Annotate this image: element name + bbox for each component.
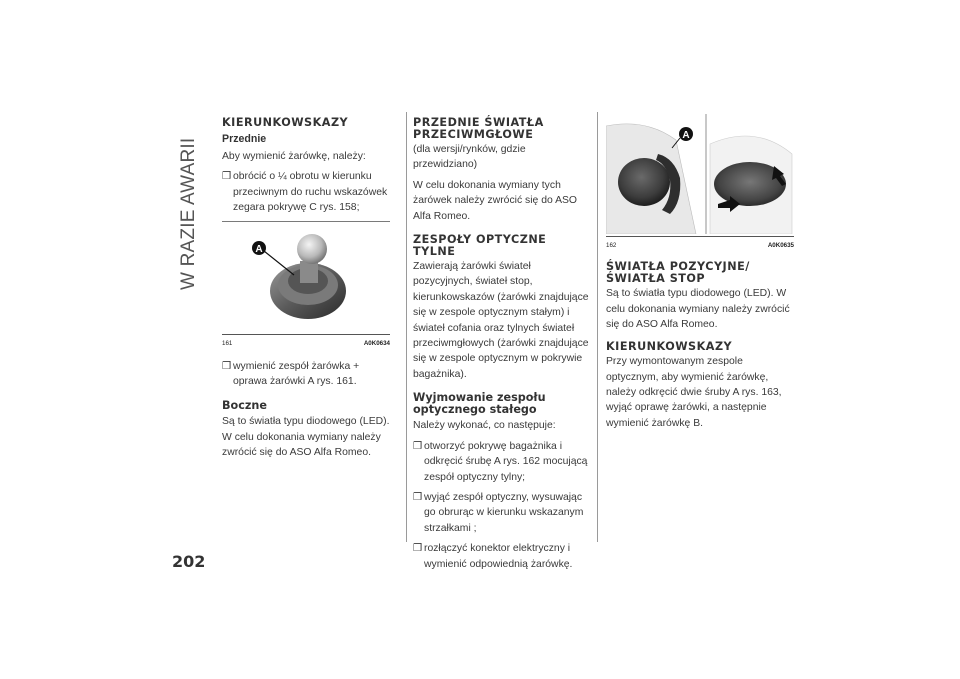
bullet-item xyxy=(413,490,591,536)
figure-162 xyxy=(606,114,794,234)
checkbox-bullet-icon: ❒ xyxy=(413,440,423,452)
figure-code: A0K0634 xyxy=(363,339,390,347)
paragraph-boczne: Są to światła typu diodowego (LED). W celu dokonania wymiany należy zwrócić się do ASO Alfa Romeo. xyxy=(222,416,390,459)
checkbox-bullet-icon: ❒ xyxy=(413,491,423,503)
bullet-item xyxy=(222,169,390,215)
bulb-holder-illustration xyxy=(222,225,390,331)
bullet-item xyxy=(413,439,591,485)
bullet-item xyxy=(413,541,591,572)
paragraph-fog-lights: W celu dokonania wymiany tych żarówek należy zwrócić się do ASO Alfa Romeo. xyxy=(413,179,578,222)
figure-caption-162 xyxy=(606,236,794,253)
figure-161 xyxy=(222,225,390,331)
subheading-przednie: Przednie xyxy=(222,132,267,145)
column-2 xyxy=(413,117,591,577)
bullet-text: wyjąć zespół optyczny, wysuwając go obrurąc w kierunku wskazanym strzałkami ; xyxy=(424,491,584,534)
bullet-item xyxy=(222,359,390,390)
paragraph-note: (dla wersji/rynków, gdzie przewidziano) xyxy=(413,144,526,171)
bullet-text: wymienić zespół żarówka + oprawa żarówki A rys. 161. xyxy=(233,360,360,388)
callout-a-label: A xyxy=(682,130,690,141)
checkbox-bullet-icon: ❒ xyxy=(222,171,232,183)
paragraph-led: Są to światła typu diodowego (LED). W celu dokonania wymiany należy zwrócić się do ASO Alfa Romeo. xyxy=(606,288,790,331)
column-1 xyxy=(222,117,390,465)
rear-light-illustration xyxy=(606,114,794,234)
column-divider-1 xyxy=(406,112,407,542)
heading-swiatla-pozycyjne-stop: ŚWIATŁA POZYCYJNE/ ŚWIATŁA STOP xyxy=(606,260,750,285)
heading-kierunkowskazy-tylne: KIERUNKOWSKAZY xyxy=(606,339,733,353)
section-side-title xyxy=(172,100,202,290)
bullet-text: otworzyć pokrywę bagażnika i odkręcić śrubę A rys. 162 mocującą zespół optyczny tylny; xyxy=(424,440,588,483)
heading-boczne: Boczne xyxy=(222,398,267,412)
figure-number: 161 xyxy=(222,339,233,347)
bullet-text: rozłączyć konektor elektryczny i wymienić odpowiednią żarówkę. xyxy=(424,543,573,570)
figure-code: A0K0635 xyxy=(767,242,794,249)
callout-a-label: A xyxy=(255,243,263,255)
heading-wyjmowanie: Wyjmowanie zespołu optycznego stałego xyxy=(413,391,546,416)
heading-przednie-swiatla-przeciwmglowe: PRZEDNIE ŚWIATŁA PRZECIWMGŁOWE xyxy=(413,116,544,141)
section-side-title-text: W RAZIE AWARII xyxy=(178,137,199,290)
column-divider-2 xyxy=(597,112,598,542)
figure-number: 162 xyxy=(606,242,617,249)
page-number: 202 xyxy=(172,552,206,571)
bullet-text: obrócić o ¼ obrotu w kierunku przeciwnym do ruchu wskazówek zegara pokrywę C rys. 158; xyxy=(233,171,388,214)
column-3 xyxy=(606,112,794,436)
paragraph-rear-units: Zawierają żarówki świateł pozycyjnych, świateł stop, kierunkowskazów (żarówki znajdujące się w zespole optycznym stałym) i świateł cofania oraz tylnych świateł przeciwmgłowych (żarówki znajdujące się w zespole optycznym w pokrywie bagażnika). xyxy=(413,261,589,380)
heading-zespoly-optyczne-tylne: ZESPOŁY OPTYCZNE TYLNE xyxy=(413,233,547,258)
paragraph-rear-indicators: Przy wymontowanym zespole optycznym, aby wymienić żarówkę, należy odkręcić dwie śruby A rys. 163, wyjąć oprawę żarówki, a następnie wymienić żarówkę B. xyxy=(606,356,782,429)
paragraph-steps-intro: Należy wykonać, co następuje: xyxy=(413,420,556,432)
figure-top-rule xyxy=(222,221,390,222)
figure-caption-161 xyxy=(222,334,390,351)
checkbox-bullet-icon: ❒ xyxy=(222,360,232,372)
paragraph-intro: Aby wymienić żarówkę, należy: xyxy=(222,150,366,162)
heading-kierunkowskazy: KIERUNKOWSKAZY xyxy=(222,116,349,129)
checkbox-bullet-icon: ❒ xyxy=(413,543,423,555)
